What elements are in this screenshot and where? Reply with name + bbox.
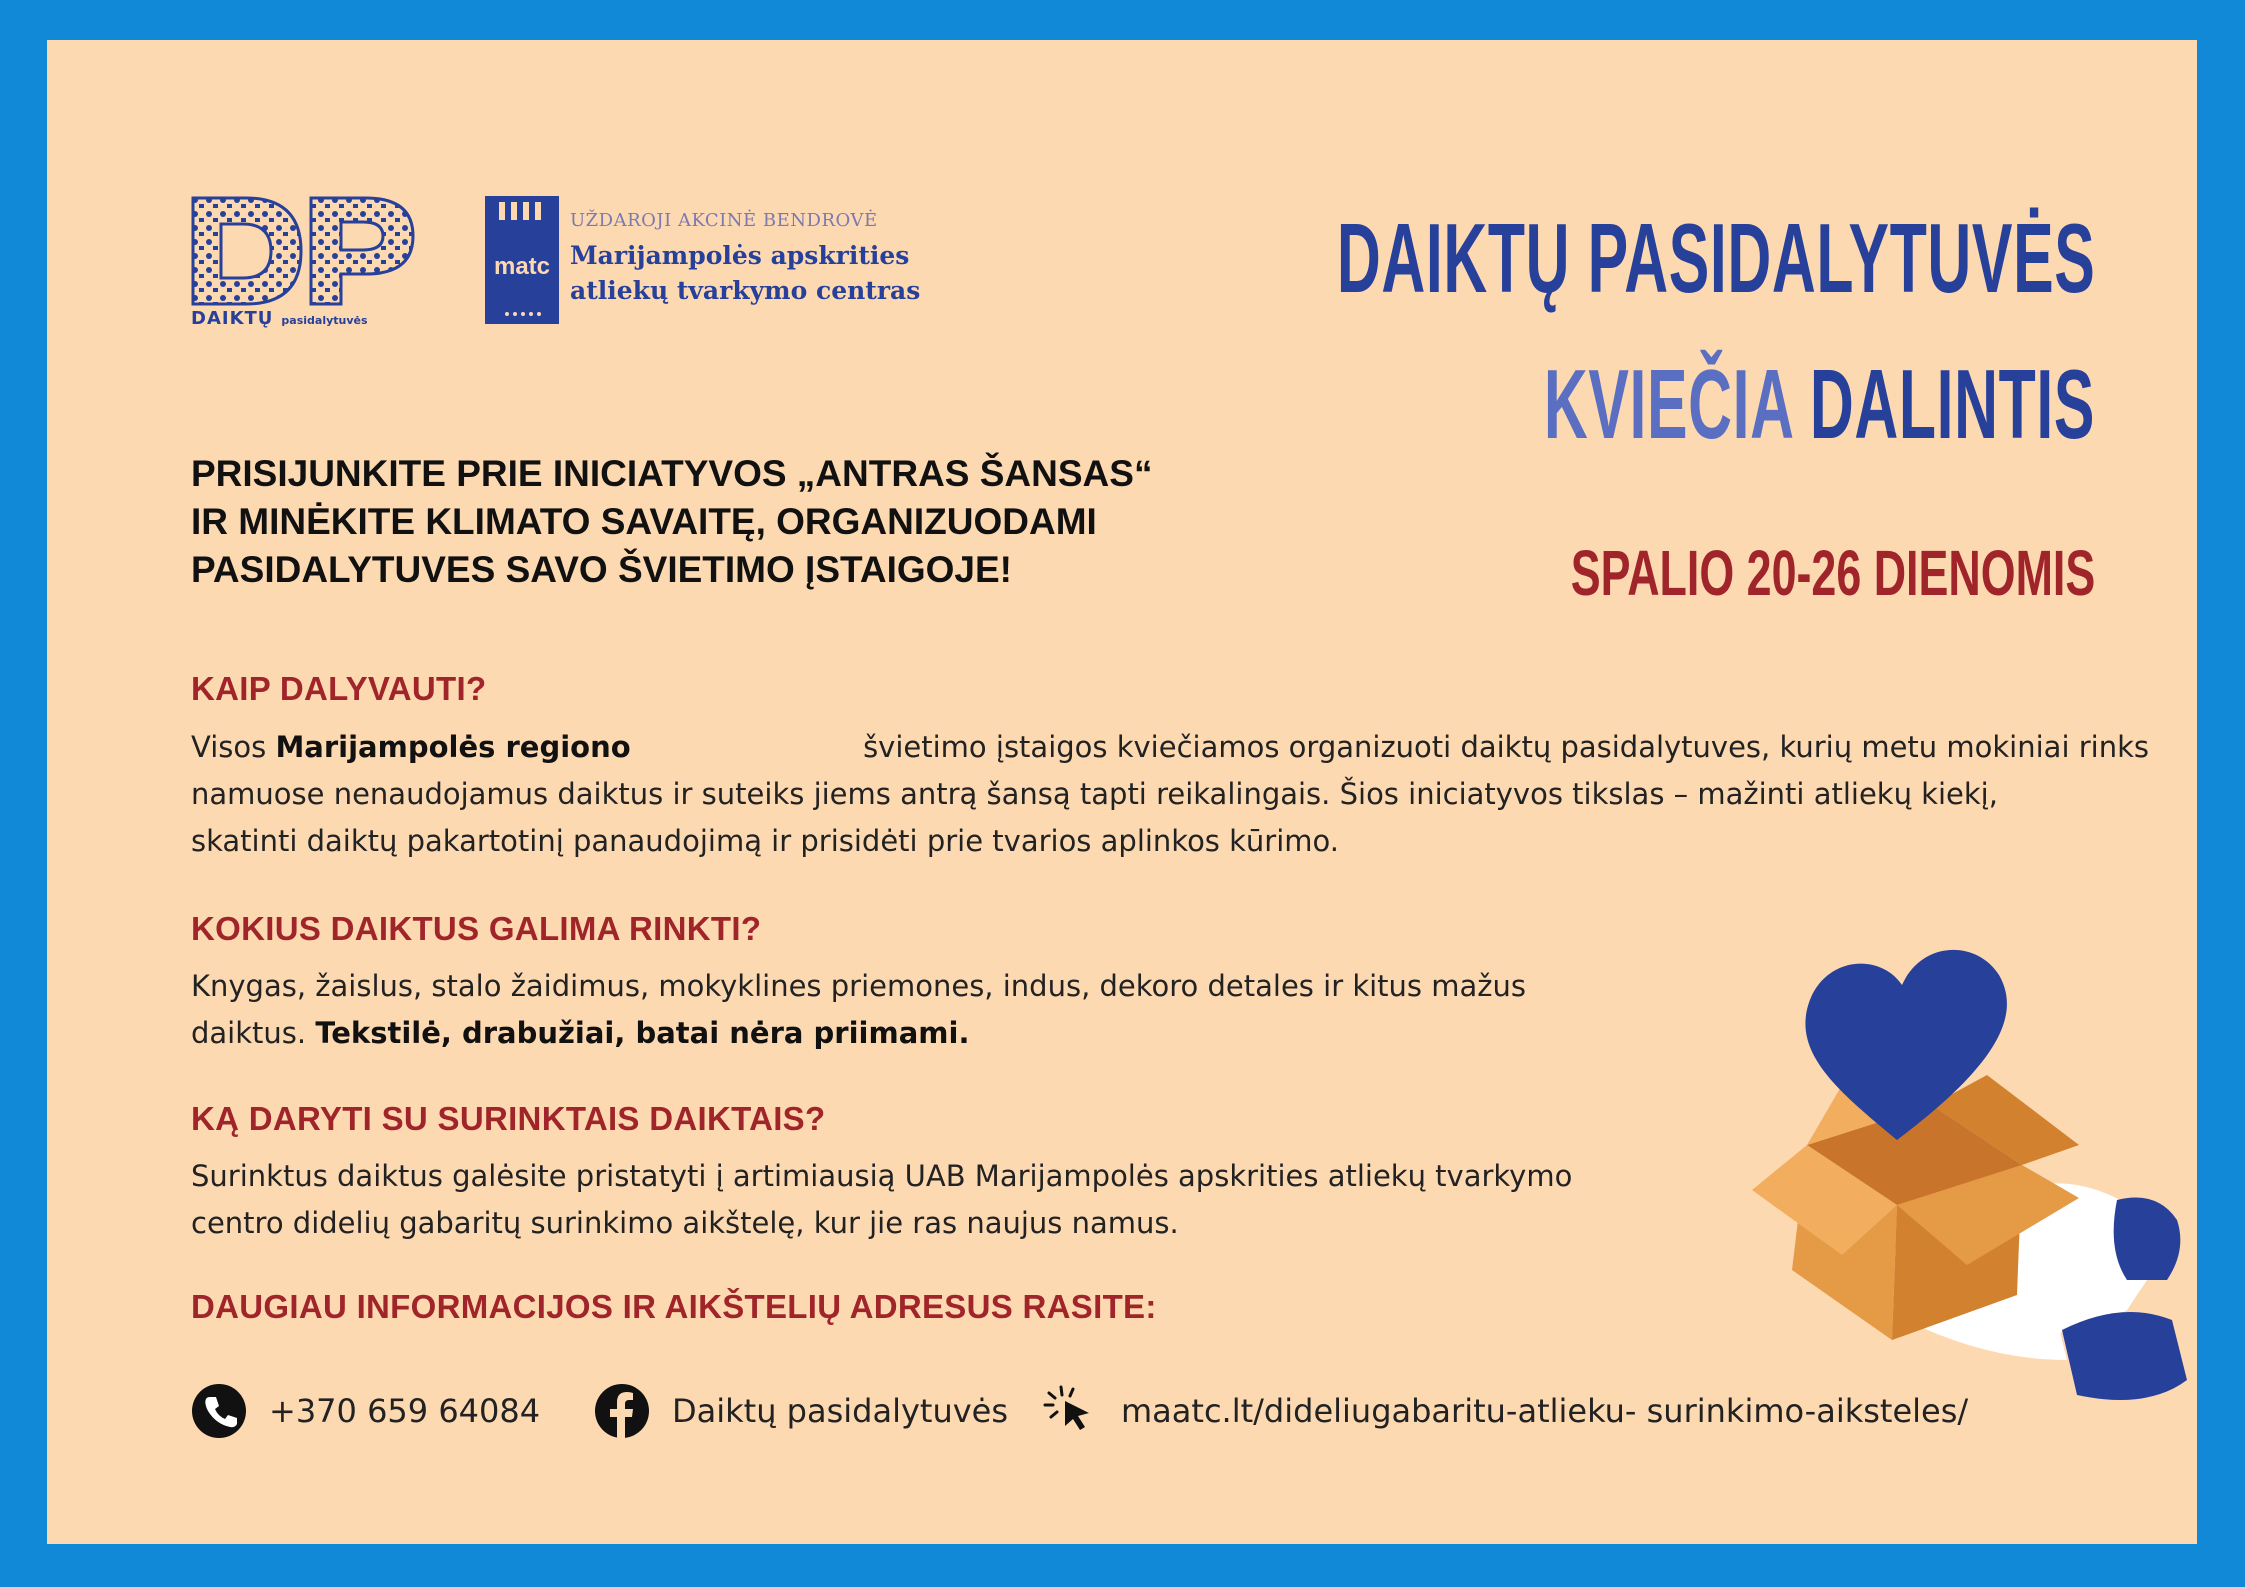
- heading-how-to-participate: KAIP DALYVAUTI?: [191, 670, 487, 707]
- paragraph-line: Knygas, žaislus, stalo žaidimus, mokyklines priemones, indus, dekoro detales ir kitus mažus: [191, 969, 1526, 1003]
- contact-phone[interactable]: [191, 1383, 540, 1439]
- paragraph-line: namuose nenaudojamus daiktus ir suteiks jiems antrą šansą tapti reikalingais. Šios iniciatyvos tikslas – mažinti atliekų kiekį,: [191, 777, 1998, 811]
- phone-icon: [191, 1383, 247, 1439]
- paragraph-line: skatinti daiktų pakartotinį panaudojimą ir prisidėti prie tvarios aplinkos kūrimo.: [191, 824, 1339, 858]
- intro-line: IR MINĖKITE KLIMATO SAVAITĘ, ORGANIZUODAMI: [191, 501, 1097, 542]
- matc-name-line1: Marijampolės apskrities: [570, 241, 910, 270]
- dp-word: DAIKTŲ pasidalytuvės: [191, 308, 368, 329]
- facebook-icon: [594, 1383, 650, 1439]
- matc-company-type: UŽDAROJI AKCINĖ BENDROVĖ: [570, 210, 878, 231]
- dp-logo: [191, 196, 421, 336]
- paragraph-what-to-collect: [191, 963, 1526, 1057]
- dp-monogram-icon: [191, 196, 421, 306]
- title-word-kviecia: KVIEČIA: [1543, 349, 1793, 459]
- heading-more-info: DAUGIAU INFORMACIJOS IR AIKŠTELIŲ ADRESUS RASITE:: [191, 1288, 1157, 1325]
- poster: [47, 40, 2197, 1544]
- cursor-click-icon: [1043, 1383, 1099, 1439]
- matc-name-line2: atliekų tvarkymo centras: [570, 276, 921, 305]
- heading-what-to-do: KĄ DARYTI SU SURINKTAIS DAIKTAIS?: [191, 1100, 826, 1137]
- website-url: maatc.lt/dideliugabaritu-atlieku- surinkimo-aiksteles/: [1121, 1392, 1969, 1430]
- main-title-line2: [1544, 348, 2095, 461]
- main-title-line1: DAIKTŲ PASIDALYTUVĖS: [1336, 203, 2095, 313]
- donation-box-illustration: [1717, 900, 2197, 1420]
- phone-number: +370 659 64084: [269, 1392, 541, 1430]
- title-word-dalintis: DALINTIS: [1809, 349, 2095, 459]
- event-dates: SPALIO 20-26 DIENOMIS: [1570, 537, 2095, 609]
- intro-text: [191, 450, 1391, 594]
- paragraph-how-to-participate: [191, 724, 2149, 865]
- matc-logo-badge: [485, 196, 559, 324]
- paragraph-line: daiktus. Tekstilė, drabužiai, batai nėra priimami.: [191, 1016, 970, 1050]
- facebook-page-name: Daiktų pasidalytuvės: [672, 1392, 1009, 1430]
- paragraph-line: Surinktus daiktus galėsite pristatyti į artimiausią UAB Marijampolės apskrities atliekų tvarkymo: [191, 1159, 1573, 1193]
- paragraph-what-to-do: [191, 1153, 1572, 1247]
- heading-what-to-collect: KOKIUS DAIKTUS GALIMA RINKTI?: [191, 910, 762, 947]
- paragraph-line: centro didelių gabaritų surinkimo aikštelę, kur jie ras naujus namus.: [191, 1206, 1179, 1240]
- intro-line: PASIDALYTUVES SAVO ŠVIETIMO ĮSTAIGOJE!: [191, 549, 1012, 590]
- contact-facebook[interactable]: [594, 1383, 1008, 1439]
- paragraph-line: Visos Marijampolės regiono švietimo įstaigos kviečiamos organizuoti daiktų pasidalytuves, kurių metu mokiniai rinks: [191, 730, 2149, 764]
- matc-logo-text: [570, 210, 920, 305]
- matc-badge-text: matc: [493, 253, 551, 280]
- intro-line: PRISIJUNKITE PRIE INICIATYVOS „ANTRAS ŠANSAS“: [191, 453, 1153, 494]
